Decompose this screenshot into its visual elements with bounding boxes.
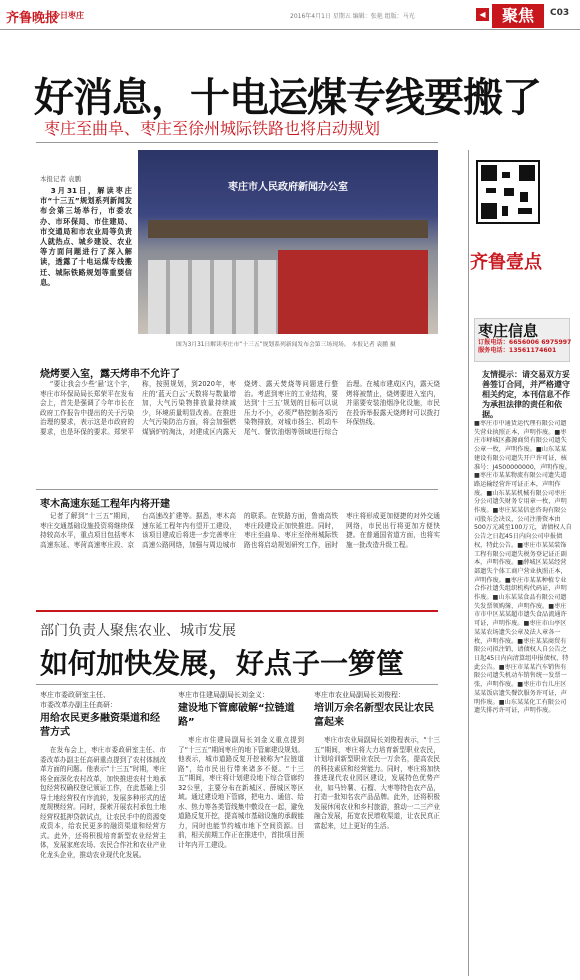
qr-brand: 齐鲁壹点 [470, 252, 542, 273]
section2-subtitle: 部门负责人聚焦农业、城市发展 [40, 623, 236, 639]
col1-title: 用给农民更多融资渠道和经营方式 [40, 713, 160, 738]
section-name: 今日枣庄 [52, 11, 84, 20]
section2-title: 如何加快发展，好点子一箩筐 [40, 647, 405, 680]
big-section-label: 聚焦 [492, 4, 544, 28]
info-tel-subscribe: 订报电话：6656006 6975997 [478, 339, 572, 346]
col1-body: 在发布会上，枣庄市委政研室主任、市委改革办副主任高研重点提到了农村体制改革方面的问题。他表示“十三五”时期，枣庄将全面深化农村改革，加快推进农村土地承包经营权确权登记颁证工作，在此基础上引导土地经营权有序流转，发展多种形式的适度规模经营。同时，探索开展农村承包土地经营权抵押贷款试点，让农民手中的资源变成资本，给农民更多的融资渠道和经营方式。此外，还将积极培育新型农业经营主体，发展家庭农场、农民合作社和农业产业化龙头企业，推动农业现代化发展。 [40, 746, 166, 859]
col3-body: 枣庄市农业局副局长刘俊程表示，“十三五”期间，枣庄将大力培育新型职业农民，计划培训新型职业农民一万余名，提高农民的科技素质和经营能力。同时，枣庄将加快推进现代农业园区建设，发展特色优势产业，如马铃薯、石榴、大枣等特色农产品，打造一批知名农产品品牌。此外，还将积极发展休闲农业和乡村旅游，推动一二三产业融合发展，拓宽农民增收渠道，让农民真正富起来，过上更好的生活。 [314, 736, 440, 830]
main-headline: 好消息，十电运煤专线要搬了 [34, 75, 541, 121]
story2-title: 枣木高速东延工程年内将开建 [40, 499, 170, 510]
photo-caption: 图为3月31日解读枣庄市“十三五”规划系列新闻发布会第三场现场。 本报记者 袁鹏 摄 [176, 342, 396, 348]
vertical-divider [468, 150, 469, 976]
byline: 本报记者 袁鹏 [40, 175, 82, 183]
col2-speaker: 枣庄市住建局副局长刘金义： [178, 691, 269, 699]
divider [36, 684, 438, 685]
press-conference-photo [138, 150, 438, 334]
info-phones [478, 339, 571, 355]
notice-text: 友情提示：请交易双方妥善签订合同，并严格遵守相关约定，本刊信息不作为承担法律的责任和依据。 [482, 370, 570, 419]
story1-body: “要让我会少些‘悬’这个字，枣庄市环保局局长郑荣平在发布会上，首先是强调了今年市长在政府工作报告中提出的关于污染治理的要求，表示这是市政府的要求，也是环保的要求。郑荣平称，按照规划，到2020年，枣庄的‘蓝天白云’天数将与数量增加，大气污染物排放量持续减少，环境质量明显改善。在推进大气污染防治方面，将会加强燃煤锅炉的淘汰，对建成区内露天烧烤、露天焚烧等问题进行整治。考虑到枣庄的工业结构，要达到‘十三五’规划的目标可以说压力不小，必须严格控制各项污染物排放，对城市扬尘、机动车尾气、餐饮油烟等领域进行综合治理。在城市建成区内，露天烧烤将被禁止，烧烤要进入室内，并需要安装油烟净化设施，市民在投诉举报露天烧烤时可以拨打环保热线。 [40, 380, 440, 436]
main-subheadline: 枣庄至曲阜、枣庄至徐州城际铁路也将启动规划 [44, 119, 381, 138]
col3-title: 培训万余名新型农民让农民富起来 [314, 703, 434, 728]
page-number: C03 [550, 8, 570, 18]
section-divider [36, 610, 438, 612]
story2-body: 记者了解到“十三五”期间，枣庄交通基础设施投资将继续保持较高水平，重点项目包括枣木高速东延、枣菏高速枣庄段、京台高速改扩建等。据悉，枣木高速东延工程年内有望开工建设，该项目建成后将进一步完善枣庄高速公路网络，加强与周边城市的联系。在铁路方面，鲁南高铁枣庄段建设正加快推进。同时，枣庄至曲阜、枣庄至徐州城际铁路也将启动规划研究工作，届时枣庄将形成更加便捷的对外交通网络，市民出行将更加方便快捷。在普通国省道方面，也将实施一批改造升级工程。 [40, 512, 440, 549]
col2-title: 建设地下管廊破解“拉链道路” [178, 703, 295, 728]
lead-paragraph: 3月31日，解读枣庄市“十三五”规划系列新闻发布会第三场举行，市委农办、市环保局、市住建局、市交通局和市农业局等负责人就热点、城乡建设、农业等方面问题进行了深入解读，透露了十电运煤专线搬迁、城际铁路规划等重要信息。 [40, 186, 132, 287]
photo-rug [278, 250, 428, 334]
col1-speaker-line2: 市委改革办副主任高研： [40, 701, 117, 709]
photo-table [148, 220, 428, 238]
qr-code-icon [476, 160, 540, 224]
col2-body: 枣庄市住建局副局长刘金义重点提到了“十三五”期间枣庄的地下管廊建设规划。他表示，城市道路反复开挖被称为“拉链道路”，给市民出行带来诸多不便。“十三五”期间，枣庄将计划建设地下综合管廊约32公里，主要分布在新城区、薛城区等区域。通过建设地下管廊，把电力、通信、给水、热力等各类管线集中敷设在一起，避免道路反复开挖，提高城市基础设施的承载能力，同时也能节约城市地下空间资源。目前，相关前期工作正在推进中，首批项目预计年内开工建设。 [178, 736, 304, 849]
info-tel-service: 服务电话：13561174601 [478, 347, 557, 354]
col1-speaker-line1: 枣庄市委政研室主任、 [40, 691, 110, 699]
col3-speaker: 枣庄市农业局副局长刘俊程： [314, 691, 405, 699]
story1-title: 烧烤要入室，露天烤串不允许了 [40, 369, 180, 380]
divider [36, 489, 438, 490]
page-header [0, 0, 580, 30]
classified-notices: ■枣庄市中通货运代理有限公司遗失营业执照正本，声明作废。■枣庄市峄城区鑫源商贸有限公司遗失公章一枚，声明作废。■山东某某建设有限公司遗失开户许可证，核准号：J4500000000，声明作废。■枣庄市某某物流有限公司遗失道路运输经营许可证正本，声明作废。■山东某某机械有限公司枣庄分公司遗失财务专用章一枚，声明作废。■枣庄某某信息咨询有限公司股东会决议，公司注册资本由500万元减至100万元，请债权人自公告之日起45日内向公司申报债权，特此公告。■枣庄市某某装饰工程有限公司遗失税务登记证正副本，声明作废。■薛城区某某经营部遗失个体工商户营业执照正本，声明作废。■枣庄市某某种植专业合作社遗失组织机构代码证，声明作废。■山东某某食品有限公司遗失发票领购簿，声明作废。■枣庄市市中区某某超市遗失食品流通许可证，声明作废。■枣庄市山亭区某某农场遗失公章及法人章各一枚，声明作废。■枣庄某某商贸有限公司拟注销，请债权人自公告之日起45日内向清算组申报债权，特此公告。■枣庄市某某汽车销售有限公司遗失机动车销售统一发票一张，声明作废。■枣庄市台儿庄区某某饭店遗失餐饮服务许可证，声明作废。■山东某某化工有限公司遗失排污许可证，声明作废。 [474, 420, 572, 715]
dateline: 2016年4月1日 星期五 编辑：张艳 组版：马光 [290, 13, 415, 20]
divider [36, 142, 438, 143]
photo-chairs [148, 260, 278, 334]
newspaper-logo: 齐鲁晚报 [6, 11, 59, 26]
photo-banner: 枣庄市人民政府新闻办公室 [228, 182, 348, 193]
info-title: 枣庄信息 [478, 322, 539, 340]
section-flag-icon: ◀ [476, 8, 489, 21]
